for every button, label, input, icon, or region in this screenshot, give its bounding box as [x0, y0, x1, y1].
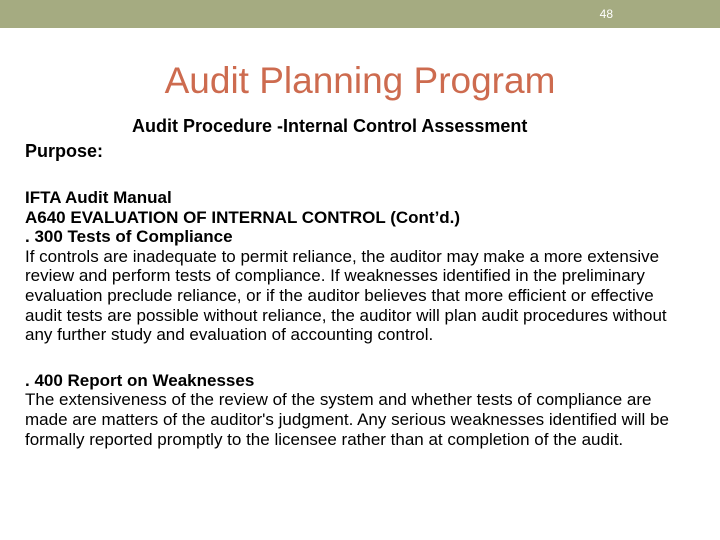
- purpose-label: Purpose:: [25, 141, 104, 161]
- slide-title: Audit Planning Program: [164, 60, 556, 101]
- tests-of-compliance-paragraph: If controls are inadequate to permit reliance, the auditor may make a more extensive review and perform tests of compliance. If weaknesses identified in the preliminary evaluation preclude reliance, or if the auditor believes that more efficient or effective audit tests are possible without reliance, the auditor will plan audit procedures without any further study and evaluation of accounting control.: [25, 246, 667, 345]
- slide-subtitle: Audit Procedure -Internal Control Assessment: [132, 116, 528, 136]
- report-on-weaknesses-heading: . 400 Report on Weaknesses: [25, 370, 255, 390]
- slide-number: 48: [599, 7, 613, 21]
- tests-of-compliance-heading: . 300 Tests of Compliance: [25, 227, 233, 247]
- manual-title: IFTA Audit Manual: [25, 188, 172, 207]
- section-heading: A640 EVALUATION OF INTERNAL CONTROL (Cont’d.): [25, 207, 461, 227]
- slide-body: [25, 188, 695, 449]
- report-on-weaknesses-paragraph: The extensiveness of the review of the system and whether tests of compliance are made are matters of the auditor's judgment. Any serious weaknesses identified will be formally reported promptly to the licensee rather than at completion of the audit.: [25, 390, 669, 449]
- top-bar: [0, 0, 720, 28]
